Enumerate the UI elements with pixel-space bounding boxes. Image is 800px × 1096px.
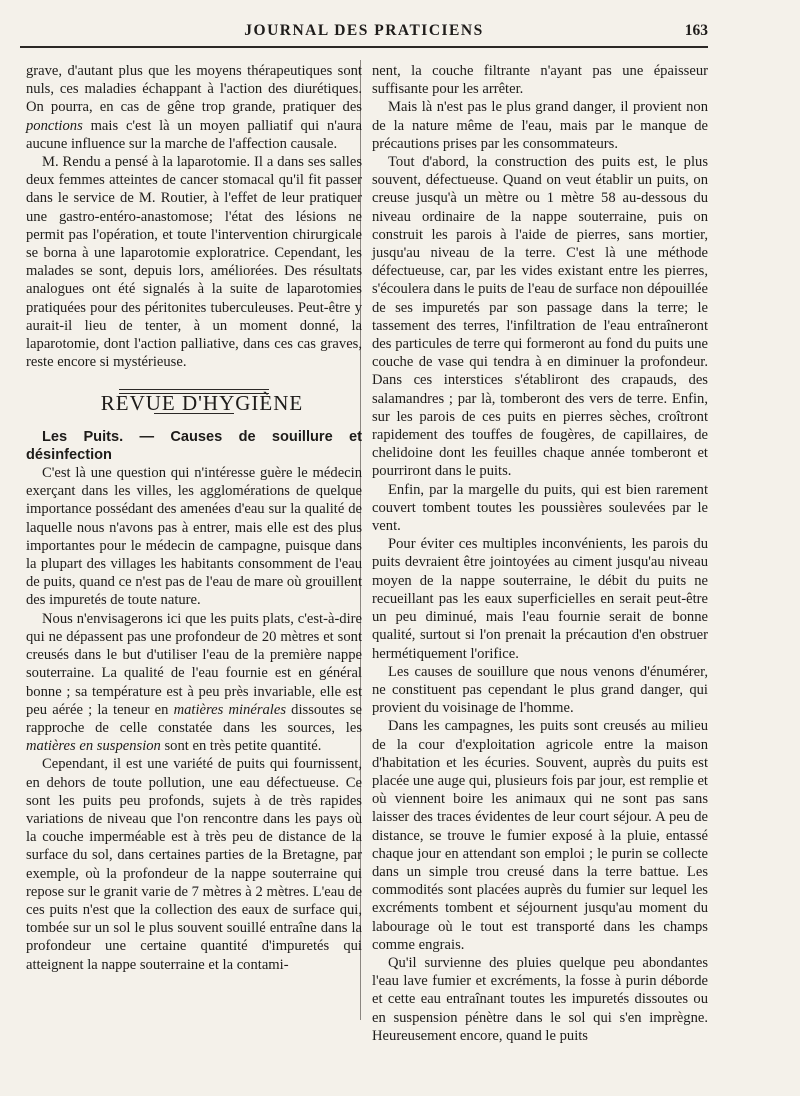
emphasis-text: matières minérales bbox=[173, 701, 287, 718]
paragraph-text: Nous n'envisagerons ici que les puits plats, c'est-à-dire qui ne dépassent pas une profondeur de 20 mètres et sont creusés dans le but d'utiliser l'eau de la première nappe souterraine. La qualité de l'eau fournie est en général bonne ; sa température est à peu près invariable, elle est peu aérée ; la teneur en bbox=[26, 610, 362, 718]
paragraph: Cependant, il est une variété de puits qui fournissent, en dehors de toute pollution, une eau défectueuse. Ce sont les puits peu profonds, sujets à de très rapides variations de niveau que l'on rencontre dans les pays où la couche imperméable est à très peu de distance de la surface du sol, dans certaines parties de la Bretagne, par exemple, où la profondeur de la nappe souterraine qui repose sur le granit varie de 7 mètres à 2 mètres. L'eau de ces puits n'est que la collection des eaux de surface qui, tombée sur un sol le plus souvent souillé entraîne dans la profondeur une certaine quantité d'impuretés qui atteignent la nappe souterraine et la contami- bbox=[26, 756, 362, 973]
paragraph bbox=[26, 610, 362, 756]
emphasis-text: matières en suspension bbox=[26, 738, 161, 755]
emphasis-text: ponctions bbox=[26, 117, 83, 134]
paragraph-text: sont en très petite quantité. bbox=[164, 738, 322, 755]
paragraph: Les causes de souillure que nous venons d'énumérer, ne constituent pas cependant le plus grand danger, qui provient du voisinage de l'homme. bbox=[372, 663, 708, 717]
paragraph-text: mais c'est là un moyen palliatif qui n'aura aucune influence sur la marche de l'affection causale. bbox=[26, 117, 362, 152]
article-heading-line bbox=[26, 428, 362, 464]
left-column bbox=[26, 62, 362, 974]
paragraph: nent, la couche filtrante n'ayant pas une épaisseur suffisante pour les arrêter. bbox=[372, 63, 708, 98]
paragraph bbox=[26, 62, 362, 153]
paragraph: Enfin, par la margelle du puits, qui est bien rarement couvert tombent toutes les poussières soulevées par le vent. bbox=[372, 481, 708, 535]
paragraph: Tout d'abord, la construction des puits est, le plus souvent, défectueuse. Quand on veut établir un puits, on creuse jusqu'à un mètre ou 1 mètre 58 au-dessous du niveau ordinaire de la nappe souterraine, puis on construit les parois à l'aide de pierres, sans mortier, jusqu'au niveau de la terre. C'est là une méthode défectueuse, car, par les vides existant entre les pierres, s'écoulera dans le puits de l'eau de surface non dépouillée de ses impuretés par son passage dans la terre; le tassement des terres, l'infiltration de l'eau entraîneront des particules de terre qui formeront au fond du puits une couche de vase qui tendra à en diminuer la profondeur. Dans ces interstices s'établiront des crapauds, des salamandres ; par là, tomberont des vers de terre. Enfin, sur les parois de ces puits en pierres sèches, croîtront rapidement des touffes de fougères, de capillaires, de chelidoine dont les feuilles chaque année tomberont et pourriront dans le puits. bbox=[372, 154, 708, 480]
paragraph: Dans les campagnes, les puits sont creusés au milieu de la cour d'exploitation agricole entre la maison d'habitation et les écuries. Souvent, auprès du puits est placée une auge qui, plusieurs fois par jour, est remplie et où viennent boire les animaux qui ne sont pas sans laisser des traces évidentes de leur court séjour. A peu de distance, se trouve le fumier exposé à la pluie, entassé chaque jour en attendant son emploi ; le purin se collecte dans un simple trou creusé dans la terre battue. Les commodités sont placées auprès du fumier sur lequel les excréments tombent et séjournent jusqu'au moment du labourage où le tout est transporté dans les champs comme engrais. bbox=[372, 718, 708, 953]
article-title: Les Puits. — Causes de souillure et désinfection bbox=[26, 428, 362, 463]
paragraph: Mais là n'est pas le plus grand danger, il provient non de la nature même de l'eau, mais par le manque de précautions prises par les consommateurs. bbox=[372, 99, 708, 152]
header-rule bbox=[20, 46, 708, 48]
paragraph: Qu'il survienne des pluies quelque peu abondantes l'eau lave fumier et excréments, la fosse à purin déborde et cette eau entraînant toutes les impuretés dissoutes ou en suspension pénètre dans le sol qui s'en imprègne. Heureusement encore, quand le puits bbox=[372, 954, 708, 1044]
running-title: JOURNAL DES PRATICIENS bbox=[244, 22, 484, 39]
paragraph-text: grave, d'autant plus que les moyens thérapeutiques sont nuls, ces maladies échappant à l'action des diurétiques. On pourra, en cas de gêne trop grande, pratiquer des bbox=[26, 63, 362, 116]
paragraph: C'est là une question qui n'intéresse guère le médecin exerçant dans les villes, les agglomérations de quelque importance possédant des amenées d'eau sur la qualité de laquelle nous n'avons pas à entrer, mais elle est des plus importantes pour le médecin de campagne, puisque dans la plupart des villages les habitants consomment de l'eau de puits, quand ce n'est pas de l'eau de mare où grouillent des impuretés de toute nature. bbox=[26, 465, 362, 609]
right-column bbox=[372, 62, 708, 1045]
paragraph: M. Rendu a pensé à la laparotomie. Il a dans ses salles deux femmes atteintes de cancer stomacal qu'il fit passer dans le service de M. Routier, à l'effet de leur pratiquer une gastro-entéro-anastomose; l'état des lésions ne permit pas l'opération, et toute l'intervention chirurgicale se borna à une laparotomie exploratrice. Cependant, les malades se sont, depuis lors, améliorées. Des résultats analogues ont été signalés à la suite de laparotomies pratiquées pour des péritonites tuberculeuses. Peut-être y aurait-il lieu de tenter, à un moment donné, la laparotomie, dont l'action palliative, dans ces cas graves, reste encore si mystérieuse. bbox=[26, 154, 362, 371]
page-header bbox=[20, 22, 708, 48]
section-title: REVUE D'HYGIÈNE bbox=[100, 391, 304, 416]
page-number: 163 bbox=[684, 22, 708, 39]
paragraph: Pour éviter ces multiples inconvénients, les parois du puits devraient être jointoyées au ciment jusqu'au niveau moyen de la nappe souterraine, le débit du puits ne recueillant pas les eaux superficielles en serait peut-être un peu diminué, mais l'eau fournie serait de bonne qualité, surtout si l'on prenait la précaution d'en obstruer hermétiquement l'orifice. bbox=[372, 536, 708, 662]
paragraph-text: dissoutes se rapproche de celle constatée dans les sources, les bbox=[26, 701, 362, 736]
